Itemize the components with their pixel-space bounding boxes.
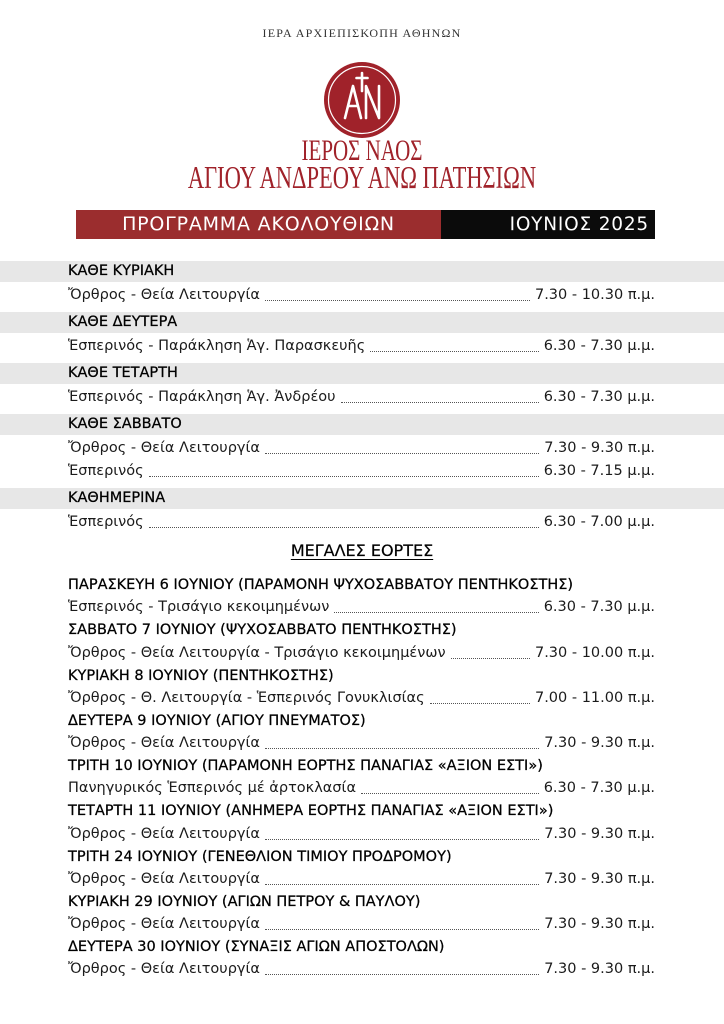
service-name: Ὄρθρος - Θεία Λειτουργία (68, 916, 260, 932)
feast-heading: ΤΡΙΤΗ 24 ΙΟΥΝΙΟΥ (ΓΕΝΕΘΛΙΟΝ ΤΙΜΙΟΥ ΠΡΟΔΡΟΜΟΥ) (68, 848, 452, 865)
feast-block (0, 710, 724, 755)
feast-heading: ΣΑΒΒΑΤΟ 7 ΙΟΥΝΙΟΥ (ΨΥΧΟΣΑΒΒΑΤΟ ΠΕΝΤΗΚΟΣΤΗΣ) (68, 622, 457, 639)
service-row (68, 596, 655, 619)
weekly-heading: ΚΑΘΕ ΔΕΥΤΕΡΑ (0, 312, 724, 333)
weekly-heading: ΚΑΘΕ ΣΑΒΒΑΤΟ (0, 414, 724, 435)
service-row (68, 868, 655, 891)
service-name: Ὄρθρος - Θεία Λειτουργία (68, 961, 260, 978)
service-name: Ὄρθρος - Θεία Λειτουργία (68, 825, 260, 842)
service-row (68, 511, 655, 534)
banner-title: ΠΡΟΓΡΑΜΜΑ ΑΚΟΛΟΥΘΙΩΝ (76, 210, 441, 239)
dot-leader (265, 437, 539, 454)
weekly-heading: ΚΑΘΕ ΤΕΤΑΡΤΗ (0, 363, 724, 384)
service-time: 6.30 - 7.30 μ.μ. (543, 599, 655, 616)
weekly-heading: ΚΑΘΕ ΚΥΡΙΑΚΗ (0, 261, 724, 282)
service-name: Ἑσπερινός (68, 463, 144, 479)
weekly-group-monday (0, 312, 724, 358)
service-name: Ἑσπερινός (68, 514, 144, 530)
dot-leader (334, 596, 538, 613)
dot-leader (265, 913, 539, 930)
service-name: Ἑσπερινός - Παράκληση Ἁγ. Παρασκευῆς (68, 338, 366, 354)
service-name: Ὄρθρος - Θεία Λειτουργία (68, 735, 260, 751)
dot-leader (265, 732, 539, 749)
service-time: 6.30 - 7.00 μ.μ. (543, 514, 655, 530)
service-time: 6.30 - 7.15 μ.μ. (543, 463, 655, 479)
dot-leader (265, 958, 539, 975)
dot-leader (451, 642, 530, 659)
schedule-banner (76, 210, 655, 239)
service-time: 7.30 - 9.30 π.μ. (544, 735, 655, 751)
service-row (68, 913, 655, 936)
service-row (68, 335, 655, 358)
weekly-group-daily (0, 488, 724, 534)
service-row (68, 437, 655, 460)
feasts-list (0, 574, 724, 981)
service-time: 7.30 - 9.30 π.μ. (544, 916, 655, 932)
service-name: Ὄρθρος - Θεία Λειτουργία (68, 440, 260, 456)
weekly-group-sunday (0, 261, 724, 307)
dot-leader (341, 386, 539, 403)
dot-leader (149, 460, 539, 477)
service-row (68, 386, 655, 409)
weekly-group-wednesday (0, 363, 724, 409)
feast-heading: ΚΥΡΙΑΚΗ 8 ΙΟΥΝΙΟΥ (ΠΕΝΤΗΚΟΣΤΗΣ) (68, 667, 334, 684)
feast-heading: ΠΑΡΑΣΚΕΥΗ 6 ΙΟΥΝΙΟΥ (ΠΑΡΑΜΟΝΗ ΨΥΧΟΣΑΒΒΑΤΟΥ ΠΕΝΤΗΚΟΣΤΗΣ) (68, 577, 574, 593)
church-title-line2 (0, 159, 724, 195)
service-row (68, 687, 655, 710)
service-time: 6.30 - 7.30 μ.μ. (543, 389, 655, 405)
service-time: 7.00 - 11.00 π.μ. (534, 689, 655, 706)
service-time: 7.30 - 9.30 π.μ. (544, 825, 655, 842)
service-time: 7.30 - 9.30 π.μ. (544, 870, 655, 887)
service-name: Ἑσπερινός - Τρισάγιο κεκοιμημένων (68, 599, 330, 616)
feast-block (0, 665, 724, 710)
feast-heading: ΔΕΥΤΕΡΑ 9 ΙΟΥΝΙΟΥ (ΑΓΙΟΥ ΠΝΕΥΜΑΤΟΣ) (68, 712, 366, 729)
service-row (68, 777, 655, 800)
service-name: Πανηγυρικός Ἑσπερινός μέ ἀρτοκλασία (68, 780, 357, 797)
dot-leader (370, 335, 538, 352)
service-row (68, 732, 655, 755)
feast-heading: ΤΕΤΑΡΤΗ 11 ΙΟΥΝΙΟΥ (ΑΝΗΜΕΡΑ ΕΟΡΤΗΣ ΠΑΝΑΓΙΑΣ «ΑΞΙΟΝ ΕΣΤΙ») (68, 803, 554, 820)
service-name: Ὄρθρος - Θεία Λειτουργία - Τρισάγιο κεκοιμημένων (68, 644, 446, 661)
feast-block (0, 936, 724, 981)
service-schedule (0, 261, 724, 981)
service-row (68, 823, 655, 846)
church-title-line1-text: ΙΕΡΟΣ ΝΑΟΣ (301, 133, 423, 167)
feast-heading: ΤΡΙΤΗ 10 ΙΟΥΝΙΟΥ (ΠΑΡΑΜΟΝΗ ΕΟΡΤΗΣ ΠΑΝΑΓΙΑΣ «ΑΞΙΟΝ ΕΣΤΙ») (68, 758, 543, 774)
feast-block (0, 619, 724, 664)
service-row (68, 460, 655, 483)
service-name: Ὄρθρος - Θεία Λειτουργία (68, 287, 260, 303)
service-row (68, 642, 655, 665)
dot-leader (361, 777, 539, 794)
service-time: 7.30 - 10.00 π.μ. (534, 644, 655, 661)
feast-heading: ΔΕΥΤΕΡΑ 30 ΙΟΥΝΙΟΥ (ΣΥΝΑΞΙΣ ΑΓΙΩΝ ΑΠΟΣΤΟΛΩΝ) (68, 939, 445, 955)
service-row (68, 284, 655, 307)
service-time: 6.30 - 7.30 μ.μ. (543, 780, 655, 797)
dot-leader (430, 687, 530, 704)
service-time: 7.30 - 9.30 π.μ. (544, 440, 655, 456)
service-name: Ὄρθρος - Θεία Λειτουργία (68, 870, 260, 887)
dot-leader (265, 284, 530, 301)
service-row (68, 958, 655, 981)
service-name: Ὄρθρος - Θ. Λειτουργία - Ἑσπερινός Γονυκλισίας (68, 689, 425, 706)
feast-block (0, 800, 724, 845)
feast-heading: ΚΥΡΙΑΚΗ 29 ΙΟΥΝΙΟΥ (ΑΓΙΩΝ ΠΕΤΡΟΥ & ΠΑΥΛΟΥ) (68, 893, 421, 910)
dot-leader (149, 511, 539, 528)
service-time: 6.30 - 7.30 μ.μ. (543, 338, 655, 354)
church-monogram-icon (323, 61, 401, 139)
service-name: Ἑσπερινός - Παράκληση Ἁγ. Ἀνδρέου (68, 389, 336, 405)
feast-block (0, 891, 724, 936)
dot-leader (265, 868, 539, 885)
banner-month: ΙΟΥΝΙΟΣ 2025 (441, 210, 655, 239)
feast-block (0, 574, 724, 619)
feast-block (0, 846, 724, 891)
archdiocese-title: ΙΕΡΑ ΑΡΧΙΕΠΙΣΚΟΠΗ ΑΘΗΝΩΝ (262, 26, 462, 40)
service-time: 7.30 - 10.30 π.μ. (534, 287, 655, 303)
service-time: 7.30 - 9.30 π.μ. (544, 961, 655, 978)
church-title-line2-text: ΑΓΙΟΥ ΑΝΔΡΕΟΥ ΑΝΩ ΠΑΤΗΣΙΩΝ (187, 159, 537, 195)
feast-block (0, 755, 724, 800)
weekly-group-saturday (0, 414, 724, 483)
weekly-heading: ΚΑΘΗΜΕΡΙΝΑ (0, 488, 724, 509)
dot-leader (265, 823, 539, 840)
feasts-title: ΜΕΓΑΛΕΣ ΕΟΡΤΕΣ (290, 541, 434, 560)
